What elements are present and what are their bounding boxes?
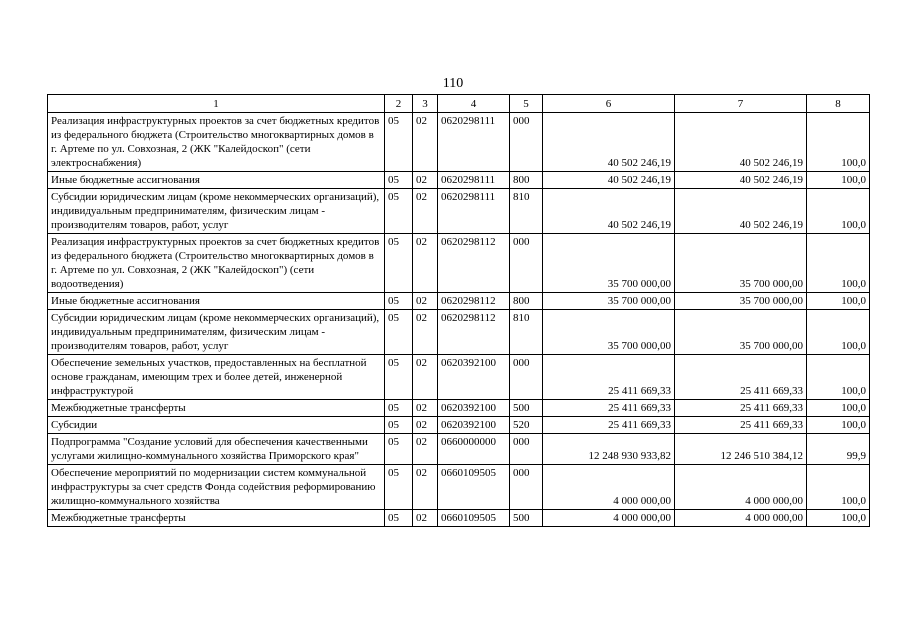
expense-type-code: 520: [510, 417, 543, 434]
expense-type-code: 800: [510, 172, 543, 189]
subsection-code: 02: [413, 293, 438, 310]
row-name: Обеспечение земельных участков, предоставленных на бесплатной основе гражданам, имеющим трех и более детей, инженерной инфраструктурой: [48, 355, 385, 400]
section-code: 05: [385, 189, 413, 234]
section-code: 05: [385, 465, 413, 510]
execution-percent: 100,0: [807, 510, 870, 527]
table-row: [48, 172, 870, 189]
column-header: 3: [413, 95, 438, 113]
row-name: Реализация инфраструктурных проектов за счет бюджетных кредитов из федерального бюджета (Строительство многоквартирных домов в г. Артеме по ул. Совхозная, 2 (ЖК "Калейдоскоп") (сети водоотведения): [48, 234, 385, 293]
execution-percent: 99,9: [807, 434, 870, 465]
table-row: [48, 234, 870, 293]
actual-amount: 12 246 510 384,12: [675, 434, 807, 465]
subsection-code: 02: [413, 465, 438, 510]
subsection-code: 02: [413, 400, 438, 417]
table-row: [48, 310, 870, 355]
planned-amount: 40 502 246,19: [543, 172, 675, 189]
column-header: 6: [543, 95, 675, 113]
subsection-code: 02: [413, 172, 438, 189]
actual-amount: 40 502 246,19: [675, 172, 807, 189]
row-name: Иные бюджетные ассигнования: [48, 293, 385, 310]
row-name: Межбюджетные трансферты: [48, 400, 385, 417]
table-row: [48, 400, 870, 417]
planned-amount: 4 000 000,00: [543, 465, 675, 510]
actual-amount: 25 411 669,33: [675, 417, 807, 434]
planned-amount: 35 700 000,00: [543, 293, 675, 310]
execution-percent: 100,0: [807, 400, 870, 417]
target-code: 0660109505: [438, 510, 510, 527]
planned-amount: 25 411 669,33: [543, 355, 675, 400]
section-code: 05: [385, 113, 413, 172]
table-row: [48, 189, 870, 234]
table-row: [48, 293, 870, 310]
page-number: 110: [442, 76, 464, 91]
planned-amount: 40 502 246,19: [543, 113, 675, 172]
section-code: 05: [385, 400, 413, 417]
target-code: 0620392100: [438, 355, 510, 400]
column-header: 5: [510, 95, 543, 113]
row-name: Субсидии: [48, 417, 385, 434]
target-code: 0620298112: [438, 293, 510, 310]
execution-percent: 100,0: [807, 113, 870, 172]
planned-amount: 12 248 930 933,82: [543, 434, 675, 465]
section-code: 05: [385, 172, 413, 189]
table-row: [48, 465, 870, 510]
actual-amount: 4 000 000,00: [675, 465, 807, 510]
row-name: Субсидии юридическим лицам (кроме некоммерческих организаций), индивидуальным предпринимателям, физическим лицам - производителям товаров, работ, услуг: [48, 189, 385, 234]
budget-table: [47, 94, 870, 527]
execution-percent: 100,0: [807, 234, 870, 293]
expense-type-code: 800: [510, 293, 543, 310]
table-row: [48, 434, 870, 465]
actual-amount: 35 700 000,00: [675, 310, 807, 355]
section-code: 05: [385, 355, 413, 400]
expense-type-code: 500: [510, 510, 543, 527]
expense-type-code: 810: [510, 189, 543, 234]
table-row: [48, 510, 870, 527]
column-header: 1: [48, 95, 385, 113]
row-name: Иные бюджетные ассигнования: [48, 172, 385, 189]
planned-amount: 40 502 246,19: [543, 189, 675, 234]
target-code: 0620298111: [438, 113, 510, 172]
planned-amount: 25 411 669,33: [543, 400, 675, 417]
subsection-code: 02: [413, 434, 438, 465]
target-code: 0620298112: [438, 310, 510, 355]
execution-percent: 100,0: [807, 310, 870, 355]
section-code: 05: [385, 417, 413, 434]
table-row: [48, 355, 870, 400]
section-code: 05: [385, 310, 413, 355]
expense-type-code: 000: [510, 234, 543, 293]
planned-amount: 35 700 000,00: [543, 234, 675, 293]
table-row: [48, 417, 870, 434]
execution-percent: 100,0: [807, 355, 870, 400]
table-row: [48, 113, 870, 172]
column-header: 8: [807, 95, 870, 113]
target-code: 0620392100: [438, 400, 510, 417]
row-name: Реализация инфраструктурных проектов за счет бюджетных кредитов из федерального бюджета (Строительство многоквартирных домов в г. Артеме по ул. Совхозная, 2 (ЖК "Калейдоскоп" (сети электроснабжения): [48, 113, 385, 172]
row-name: Подпрограмма "Создание условий для обеспечения качественными услугами жилищно-коммунального хозяйства Приморского края": [48, 434, 385, 465]
section-code: 05: [385, 293, 413, 310]
subsection-code: 02: [413, 355, 438, 400]
expense-type-code: 000: [510, 465, 543, 510]
target-code: 0660000000: [438, 434, 510, 465]
column-header: 2: [385, 95, 413, 113]
target-code: 0660109505: [438, 465, 510, 510]
expense-type-code: 000: [510, 355, 543, 400]
expense-type-code: 810: [510, 310, 543, 355]
row-name: Субсидии юридическим лицам (кроме некоммерческих организаций), индивидуальным предпринимателям, физическим лицам - производителям товаров, работ, услуг: [48, 310, 385, 355]
section-code: 05: [385, 434, 413, 465]
section-code: 05: [385, 510, 413, 527]
expense-type-code: 000: [510, 434, 543, 465]
row-name: Межбюджетные трансферты: [48, 510, 385, 527]
target-code: 0620392100: [438, 417, 510, 434]
subsection-code: 02: [413, 417, 438, 434]
subsection-code: 02: [413, 189, 438, 234]
actual-amount: 25 411 669,33: [675, 355, 807, 400]
planned-amount: 25 411 669,33: [543, 417, 675, 434]
actual-amount: 40 502 246,19: [675, 113, 807, 172]
expense-type-code: 000: [510, 113, 543, 172]
subsection-code: 02: [413, 234, 438, 293]
actual-amount: 40 502 246,19: [675, 189, 807, 234]
header-row: [48, 95, 870, 113]
column-header: 4: [438, 95, 510, 113]
target-code: 0620298111: [438, 189, 510, 234]
execution-percent: 100,0: [807, 189, 870, 234]
actual-amount: 35 700 000,00: [675, 234, 807, 293]
target-code: 0620298112: [438, 234, 510, 293]
section-code: 05: [385, 234, 413, 293]
execution-percent: 100,0: [807, 172, 870, 189]
planned-amount: 35 700 000,00: [543, 310, 675, 355]
execution-percent: 100,0: [807, 417, 870, 434]
planned-amount: 4 000 000,00: [543, 510, 675, 527]
actual-amount: 35 700 000,00: [675, 293, 807, 310]
execution-percent: 100,0: [807, 465, 870, 510]
subsection-code: 02: [413, 510, 438, 527]
column-header: 7: [675, 95, 807, 113]
subsection-code: 02: [413, 113, 438, 172]
actual-amount: 4 000 000,00: [675, 510, 807, 527]
target-code: 0620298111: [438, 172, 510, 189]
row-name: Обеспечение мероприятий по модернизации систем коммунальной инфраструктуры за счет средств Фонда содействия реформированию жилищно-коммунального хозяйства: [48, 465, 385, 510]
expense-type-code: 500: [510, 400, 543, 417]
actual-amount: 25 411 669,33: [675, 400, 807, 417]
execution-percent: 100,0: [807, 293, 870, 310]
subsection-code: 02: [413, 310, 438, 355]
